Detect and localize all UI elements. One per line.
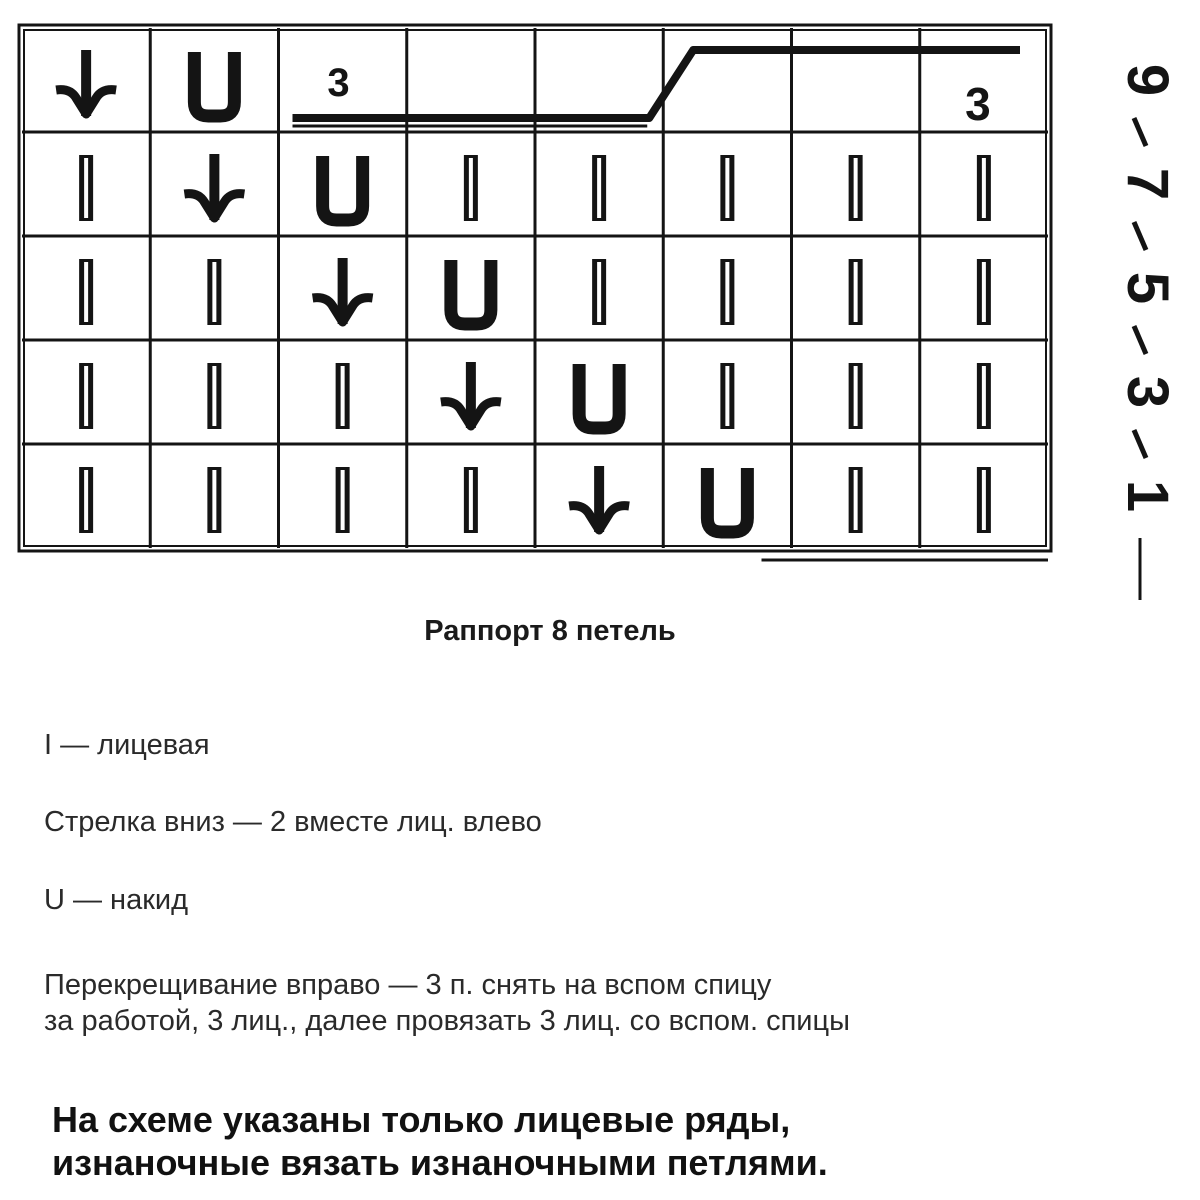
row-number-label: 7	[1115, 167, 1180, 201]
row-number-separator	[1134, 222, 1146, 250]
k2tog-arrow-symbol	[56, 50, 116, 116]
row-number-label: 1	[1115, 479, 1180, 513]
knit-stitch-symbol	[336, 363, 350, 429]
cable-crossing-line	[293, 50, 1021, 118]
knit-bar-gap	[597, 262, 601, 322]
knit-stitch-symbol	[977, 259, 991, 325]
knit-bar-gap	[212, 262, 216, 322]
knit-stitch-symbol	[720, 363, 734, 429]
knit-stitch-symbol	[207, 259, 221, 325]
k2tog-arrow-symbol	[441, 362, 501, 428]
knit-stitch-symbol	[977, 467, 991, 533]
knit-bar-gap	[469, 470, 473, 530]
knit-stitch-symbol	[849, 467, 863, 533]
knit-stitch-symbol	[207, 467, 221, 533]
knit-bar-gap	[212, 366, 216, 426]
yarn-over-path	[707, 468, 747, 532]
knit-bar-gap	[469, 158, 473, 218]
cable-count-label: 3	[327, 61, 350, 105]
instruction-note-line-1: На схеме указаны только лицевые ряды,	[52, 1099, 791, 1140]
cable-count-label: 3	[965, 78, 991, 130]
k2tog-arrow-symbol	[569, 466, 629, 532]
knit-bar-gap	[84, 158, 88, 218]
yarn-over-path	[451, 260, 491, 324]
yarn-over-symbol	[451, 260, 491, 324]
row-number-separator	[1134, 430, 1146, 458]
knit-stitch-symbol	[464, 467, 478, 533]
knit-bar-gap	[341, 470, 345, 530]
yarn-over-symbol	[579, 364, 619, 428]
row-number-separator	[1134, 326, 1146, 354]
knit-stitch-symbol	[592, 155, 606, 221]
knit-bar-gap	[982, 262, 986, 322]
yarn-over-path	[194, 52, 234, 116]
knit-stitch-symbol	[207, 363, 221, 429]
knit-stitch-symbol	[977, 155, 991, 221]
yarn-over-symbol	[323, 156, 363, 220]
knit-stitch-symbol	[849, 155, 863, 221]
knit-bar-gap	[982, 470, 986, 530]
legend-cable-right-1: Перекрещивание вправо — 3 п. снять на вспом спицу	[44, 969, 772, 1001]
knit-bar-gap	[982, 158, 986, 218]
knit-bar-gap	[597, 158, 601, 218]
knit-stitch-symbol	[849, 363, 863, 429]
legend-knit-stitch: I — лицевая	[44, 729, 210, 761]
knit-bar-gap	[341, 366, 345, 426]
row-number-label: 5	[1115, 271, 1180, 305]
knit-stitch-symbol	[79, 467, 93, 533]
knit-bar-gap	[982, 366, 986, 426]
knit-stitch-symbol	[720, 155, 734, 221]
k2tog-arrow-symbol	[313, 258, 373, 324]
instruction-note	[52, 1098, 1172, 1184]
k2tog-arrow-symbol	[184, 154, 244, 220]
knit-stitch-symbol	[336, 467, 350, 533]
row-number-separator	[1134, 118, 1146, 146]
yarn-over-symbol	[707, 468, 747, 532]
knit-stitch-symbol	[592, 259, 606, 325]
knit-bar-gap	[725, 262, 729, 322]
yarn-over-path	[579, 364, 619, 428]
knit-stitch-symbol	[977, 363, 991, 429]
row-number-label: 9	[1115, 63, 1180, 97]
knit-bar-gap	[854, 366, 858, 426]
knit-stitch-symbol	[79, 259, 93, 325]
knit-bar-gap	[212, 470, 216, 530]
knit-stitch-symbol	[79, 363, 93, 429]
legend-yarn-over: U — накид	[44, 884, 189, 916]
knit-bar-gap	[854, 262, 858, 322]
knit-bar-gap	[854, 158, 858, 218]
knit-stitch-symbol	[720, 259, 734, 325]
knit-stitch-symbol	[849, 259, 863, 325]
knit-stitch-symbol	[464, 155, 478, 221]
knit-bar-gap	[84, 262, 88, 322]
knit-bar-gap	[84, 366, 88, 426]
legend-k2tog-arrow: Стрелка вниз — 2 вместе лиц. влево	[44, 806, 542, 838]
knit-bar-gap	[725, 366, 729, 426]
row-number-label: 3	[1115, 375, 1180, 409]
yarn-over-path	[323, 156, 363, 220]
knit-stitch-symbol	[79, 155, 93, 221]
instruction-note-line-2: изнаночные вязать изнаночными петлями.	[52, 1142, 828, 1183]
knit-bar-gap	[725, 158, 729, 218]
legend-cable-right-2: за работой, 3 лиц., далее провязать 3 лиц. со вспом. спицы	[44, 1005, 850, 1037]
knit-bar-gap	[854, 470, 858, 530]
knit-bar-gap	[84, 470, 88, 530]
yarn-over-symbol	[194, 52, 234, 116]
chart-caption: Раппорт 8 петель	[424, 615, 676, 647]
